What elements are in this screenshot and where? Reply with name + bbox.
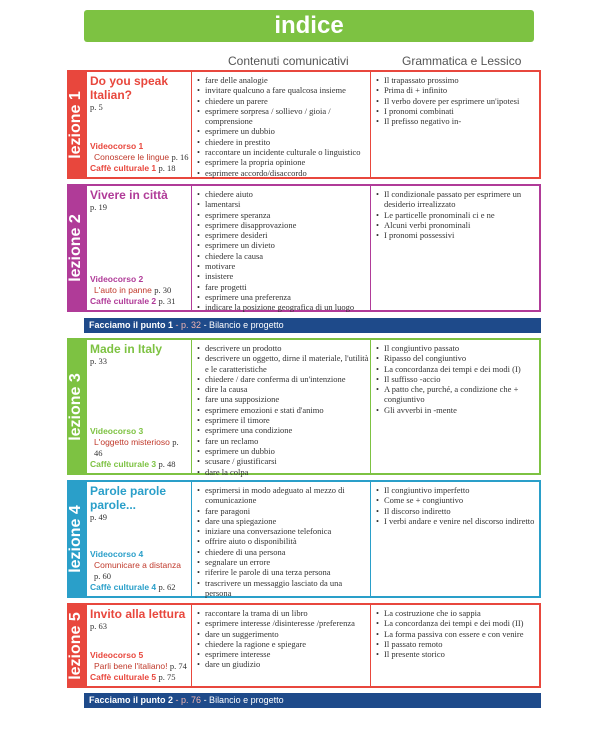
lesson-media [90, 426, 189, 470]
lesson-page: p. 33 [90, 356, 107, 366]
grammar-list [376, 189, 539, 240]
video-title-line[interactable] [90, 437, 189, 459]
caffe-page: p. 31 [158, 296, 176, 306]
grammar-item: • Ripasso del congiuntivo [376, 353, 539, 363]
content-item: • esprimere speranza [197, 210, 370, 220]
content-column [193, 605, 371, 686]
grammar-item: • Il suffisso -accio [376, 374, 539, 384]
caffe-culturale-line[interactable] [90, 163, 189, 174]
grammar-column [372, 340, 539, 473]
grammar-item: • Il verbo dovere per esprimere un'ipotesi [376, 96, 539, 106]
content-item: • dire la causa [197, 384, 370, 394]
video-title-line[interactable] [90, 560, 189, 582]
grammar-item: • Gli avverbi in -mente [376, 405, 539, 415]
content-item: • chiedere di una persona [197, 547, 370, 557]
video-title: L'auto in panne [94, 285, 152, 295]
lesson-title[interactable]: Made in Italy [90, 342, 163, 356]
content-column [193, 186, 371, 313]
grammar-column [372, 482, 539, 596]
caffe-page: p. 75 [158, 672, 176, 682]
content-item: • chiedere / dare conferma di un'intenzione [197, 374, 370, 384]
video-title-line[interactable] [90, 152, 189, 163]
review-bar-page: - p. 76 [175, 695, 202, 705]
content-item: • dare un giudizio [197, 659, 370, 669]
lesson-info-column [87, 605, 192, 686]
content-column [193, 340, 371, 477]
video-page: p. 74 [169, 661, 187, 671]
lesson-tab[interactable] [67, 184, 85, 312]
caffe-label: Caffè culturale 1 [90, 163, 157, 173]
lesson-block-5 [67, 603, 541, 688]
content-item: • dare una spiegazione [197, 516, 370, 526]
content-item: • esprimere una condizione [197, 425, 370, 435]
video-title: Parli bene l'italiano! [94, 661, 168, 671]
content-item: • trascrivere un messaggio lasciato da una persona [197, 578, 370, 599]
lesson-page: p. 49 [90, 512, 107, 522]
index-title-bar [84, 10, 534, 42]
content-item: • esprimere interesse [197, 649, 370, 659]
lesson-title[interactable]: Parole parole parole... [90, 484, 167, 512]
lesson-frame [85, 603, 541, 688]
video-page: p. 46 [94, 437, 179, 458]
grammar-item: • Come se + congiuntivo [376, 495, 539, 505]
content-list [197, 189, 370, 313]
lesson-block-2 [67, 184, 541, 312]
content-item: • lamentarsi [197, 199, 370, 209]
videocorso-label[interactable]: Videocorso 1 [90, 141, 144, 151]
index-title: indice [274, 12, 344, 39]
content-item: • raccontare la trama di un libro [197, 608, 370, 618]
lesson-tab-label: lezione 1 [67, 90, 84, 159]
content-item: • chiedere un parere [197, 96, 370, 106]
content-item: • fare una supposizione [197, 394, 370, 404]
column-header-grammar: Grammatica e Lessico [402, 54, 522, 68]
content-item: • descrivere un oggetto, dirne il materiale, l'utilità e le caratteristiche [197, 353, 370, 374]
content-item: • fare paragoni [197, 506, 370, 516]
lesson-tab-label: lezione 3 [67, 372, 84, 441]
content-item: • esprimere interesse /disinteresse /preferenza [197, 618, 370, 628]
content-list [197, 75, 370, 178]
content-item: • indicare la posizione geografica di un luogo [197, 302, 370, 312]
content-item: • esprimere un dubbio [197, 126, 370, 136]
content-item: • esprimere emozioni e stati d'animo [197, 405, 370, 415]
caffe-page: p. 48 [158, 459, 176, 469]
grammar-item: • Il congiuntivo passato [376, 343, 539, 353]
video-title: L'oggetto misterioso [94, 437, 170, 447]
grammar-item: • La costruzione che io sappia [376, 608, 539, 618]
grammar-item: • I pronomi possessivi [376, 230, 539, 240]
lesson-tab-label: lezione 4 [67, 505, 84, 573]
grammar-item: • La concordanza dei tempi e dei modi (I) [376, 364, 539, 374]
lesson-page: p. 63 [90, 621, 107, 631]
content-item: • esprimere disapprovazione [197, 220, 370, 230]
content-item: • motivare [197, 261, 370, 271]
caffe-culturale-line[interactable] [90, 672, 189, 683]
content-item: • chiedere in prestito [197, 137, 370, 147]
grammar-item: • Il congiuntivo imperfetto [376, 485, 539, 495]
review-bar-page: - p. 32 [175, 320, 202, 330]
content-item: • dare un suggerimento [197, 629, 370, 639]
content-item: • fare progetti [197, 282, 370, 292]
content-item: • fare delle analogie [197, 75, 370, 85]
caffe-culturale-line[interactable] [90, 582, 189, 593]
lesson-tab[interactable] [67, 338, 85, 475]
lesson-tab-label: lezione 5 [67, 611, 84, 680]
video-title: Comunicare a distanza [94, 560, 181, 570]
content-item: • esprimere il timore [197, 415, 370, 425]
lesson-info-column [87, 340, 192, 473]
content-item: • esprimere una preferenza [197, 292, 370, 302]
videocorso-label[interactable]: Videocorso 4 [90, 549, 144, 559]
content-item: • fare un reclamo [197, 436, 370, 446]
grammar-item: • Il prefisso negativo in- [376, 116, 539, 126]
content-item: • chiedere la causa [197, 251, 370, 261]
review-bar-2[interactable] [84, 693, 541, 708]
lesson-tab[interactable] [67, 603, 85, 688]
caffe-label: Caffè culturale 5 [90, 672, 157, 682]
video-page: p. 60 [94, 571, 111, 581]
content-item: • chiedere aiuto [197, 189, 370, 199]
grammar-list [376, 485, 539, 526]
content-column [193, 482, 371, 596]
lesson-page: p. 5 [90, 102, 103, 112]
lesson-frame [85, 338, 541, 475]
content-item: • esprimere desideri [197, 230, 370, 240]
content-item: • riferire le parole di una terza persona [197, 567, 370, 577]
content-list [197, 608, 370, 670]
grammar-item: • Le particelle pronominali ci e ne [376, 210, 539, 220]
lesson-frame [85, 70, 541, 179]
video-page: p. 30 [154, 285, 172, 295]
grammar-item: • Il presente storico [376, 649, 539, 659]
grammar-list [376, 608, 539, 659]
content-item: • esprimersi in modo adeguato al mezzo di comunicazione [197, 485, 370, 506]
lesson-block-3 [67, 338, 541, 475]
content-item: • esprimere un dubbio [197, 446, 370, 456]
grammar-item: • I verbi andare e venire nel discorso indiretto [376, 516, 539, 526]
lesson-block-1 [67, 70, 541, 179]
lesson-info-column [87, 482, 192, 596]
caffe-label: Caffè culturale 2 [90, 296, 157, 306]
grammar-column [372, 605, 539, 686]
content-item: • esprimere sorpresa / sollievo / gioia / comprensione [197, 106, 370, 127]
grammar-item: • La concordanza dei tempi e dei modi (II) [376, 618, 539, 628]
lesson-tab[interactable] [67, 480, 85, 598]
videocorso-label[interactable]: Videocorso 5 [90, 650, 144, 660]
content-column [193, 72, 371, 177]
content-item: • dare la colpa [197, 467, 370, 477]
content-item: • invitare qualcuno a fare qualcosa insieme [197, 85, 370, 95]
lesson-title[interactable]: Vivere in città [90, 188, 168, 202]
lesson-frame [85, 184, 541, 312]
column-header-content: Contenuti comunicativi [228, 54, 349, 68]
video-title-line[interactable] [90, 285, 189, 296]
content-item: • chiedere la ragione e spiegare [197, 639, 370, 649]
video-title-line[interactable] [90, 661, 189, 672]
grammar-item: • Il condizionale passato per esprimere un desiderio irrealizzato [376, 189, 539, 210]
grammar-item: • Il trapassato prossimo [376, 75, 539, 85]
lesson-page: p. 19 [90, 202, 107, 212]
content-item: • segnalare un errore [197, 557, 370, 567]
lesson-info-column [87, 186, 192, 310]
video-page: p. 16 [171, 152, 189, 162]
lesson-frame [85, 480, 541, 598]
grammar-item: • Alcuni verbi pronominali [376, 220, 539, 230]
caffe-label: Caffè culturale 4 [90, 582, 157, 592]
lesson-tab[interactable] [67, 70, 85, 179]
caffe-label: Caffè culturale 3 [90, 459, 157, 469]
lesson-media [90, 650, 189, 683]
content-item: • esprimere la propria opinione [197, 157, 370, 167]
caffe-page: p. 62 [158, 582, 176, 592]
review-bar-1[interactable] [84, 318, 541, 333]
lesson-media [90, 549, 189, 593]
content-item: • insistere [197, 271, 370, 281]
video-title: Conoscere le lingue [94, 152, 170, 162]
lesson-info-column [87, 72, 192, 177]
grammar-item: • I pronomi combinati [376, 106, 539, 116]
lesson-media [90, 141, 189, 174]
videocorso-label[interactable]: Videocorso 2 [90, 274, 144, 284]
lesson-title[interactable]: Do you speak Italian? [90, 74, 169, 102]
review-bar-label: Facciamo il punto 1 [89, 320, 174, 330]
content-item: • iniziare una conversazione telefonica [197, 526, 370, 536]
grammar-item: • Il passato remoto [376, 639, 539, 649]
review-bar-text: - Bilancio e progetto [203, 320, 284, 330]
grammar-item: • Prima di + infinito [376, 85, 539, 95]
grammar-item: • La forma passiva con essere e con venire [376, 629, 539, 639]
content-item: • esprimere un divieto [197, 240, 370, 250]
content-item: • descrivere un prodotto [197, 343, 370, 353]
review-bar-text: - Bilancio e progetto [203, 695, 284, 705]
content-list [197, 485, 370, 598]
videocorso-label[interactable]: Videocorso 3 [90, 426, 144, 436]
content-item: • raccontare un incidente culturale o linguistico [197, 147, 370, 157]
caffe-culturale-line[interactable] [90, 296, 189, 307]
grammar-column [372, 186, 539, 310]
caffe-page: p. 18 [158, 163, 176, 173]
content-item: • scusare / giustificarsi [197, 456, 370, 466]
grammar-item: • A patto che, purché, a condizione che + congiuntivo [376, 384, 539, 405]
grammar-list [376, 343, 539, 415]
review-bar-label: Facciamo il punto 2 [89, 695, 174, 705]
lesson-media [90, 274, 189, 307]
caffe-culturale-line[interactable] [90, 459, 189, 470]
grammar-column [372, 72, 539, 177]
lesson-tab-label: lezione 2 [67, 214, 84, 282]
lesson-block-4 [67, 480, 541, 598]
lesson-title[interactable]: Invito alla lettura [90, 607, 186, 621]
grammar-item: • Il discorso indiretto [376, 506, 539, 516]
content-item: • offrire aiuto o disponibilità [197, 536, 370, 546]
grammar-list [376, 75, 539, 126]
content-item: • esprimere accordo/disaccordo [197, 168, 370, 178]
content-list [197, 343, 370, 477]
